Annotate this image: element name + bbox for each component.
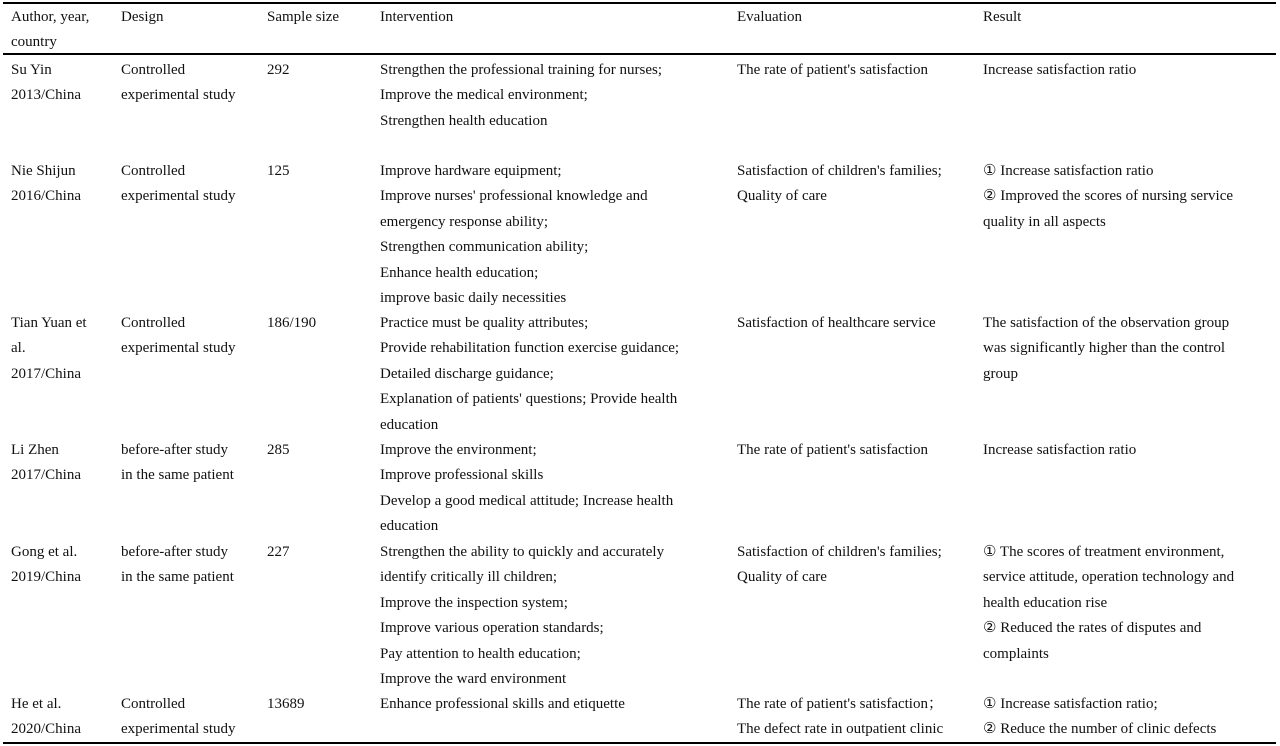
design-line: Controlled <box>121 315 186 331</box>
cell-result <box>983 159 1233 235</box>
cell-intervention <box>380 692 625 717</box>
result-line: Increase satisfaction ratio <box>983 62 1137 78</box>
author-line: Nie Shijun <box>11 163 76 179</box>
cell-author <box>11 58 81 109</box>
design-line: before-after study <box>121 442 229 458</box>
cell-intervention <box>380 159 648 311</box>
intervention-line: Improve various operation standards; <box>380 620 604 637</box>
result-line: The satisfaction of the observation group <box>983 315 1230 331</box>
header-evaluation: Evaluation <box>737 9 802 25</box>
header-intervention: Intervention <box>380 9 454 25</box>
author-line: 2020/China <box>11 721 81 738</box>
intervention-line: Pay attention to health education; <box>380 645 581 662</box>
cell-evaluation <box>737 58 928 83</box>
intervention-line: Improve the ward environment <box>380 671 567 688</box>
result-line: ① The scores of treatment environment, <box>983 544 1225 560</box>
intervention-line: identify critically ill children; <box>380 569 558 586</box>
cell-sample-size: 125 <box>267 163 290 179</box>
intervention-line: Improve nurses' professional knowledge and <box>380 188 648 205</box>
header-result: Result <box>983 9 1022 25</box>
author-line: 2013/China <box>11 87 81 104</box>
cell-evaluation <box>737 540 942 591</box>
design-line: in the same patient <box>121 569 234 586</box>
intervention-line: Strengthen health education <box>380 112 548 129</box>
cell-sample-size: 285 <box>267 442 290 458</box>
cell-result <box>983 311 1229 387</box>
intervention-line: Detailed discharge guidance; <box>380 365 554 382</box>
evaluation-line: The rate of patient's satisfaction <box>737 62 928 78</box>
intervention-line: Strengthen the ability to quickly and accurately <box>380 544 665 560</box>
intervention-line: Improve hardware equipment; <box>380 163 562 179</box>
author-line: 2019/China <box>11 569 81 586</box>
intervention-line: Improve professional skills <box>380 467 544 484</box>
cell-author <box>11 438 81 489</box>
cell-design <box>121 438 234 489</box>
cell-intervention <box>380 438 673 540</box>
author-line: al. <box>11 340 26 357</box>
header-author-line: country <box>11 34 57 51</box>
intervention-line: Strengthen communication ability; <box>380 239 589 256</box>
intervention-line: education <box>380 518 439 535</box>
result-line: Increase satisfaction ratio <box>983 442 1137 458</box>
author-line: Li Zhen <box>11 442 59 458</box>
cell-design <box>121 311 236 362</box>
intervention-line: Develop a good medical attitude; Increase health <box>380 492 674 509</box>
intervention-line: Explanation of patients' questions; Provide health <box>380 391 678 408</box>
cell-design <box>121 692 236 743</box>
result-line: group <box>983 365 1018 382</box>
evaluation-line: Satisfaction of healthcare service <box>737 315 936 331</box>
cell-evaluation <box>737 159 942 210</box>
evaluation-line: The rate of patient's satisfaction <box>737 442 928 458</box>
header-author <box>11 5 89 56</box>
intervention-line: Provide rehabilitation function exercise guidance; <box>380 340 680 357</box>
design-line: Controlled <box>121 696 186 712</box>
intervention-line: education <box>380 416 439 433</box>
evaluation-line: Satisfaction of children's families; <box>737 544 942 560</box>
evaluation-line: Quality of care <box>737 188 827 205</box>
cell-result <box>983 540 1234 667</box>
result-line: health education rise <box>983 594 1108 611</box>
result-line: ① Increase satisfaction ratio; <box>983 696 1158 712</box>
header-author-line: Author, year, <box>11 9 90 25</box>
result-line: was significantly higher than the control <box>983 340 1226 357</box>
evaluation-line: Quality of care <box>737 569 827 586</box>
intervention-line: emergency response ability; <box>380 213 549 230</box>
table-header-rule <box>3 53 1276 55</box>
result-line: ② Improved the scores of nursing service <box>983 188 1234 205</box>
result-line: quality in all aspects <box>983 213 1106 230</box>
intervention-line: Practice must be quality attributes; <box>380 315 589 331</box>
author-line: Su Yin <box>11 62 52 78</box>
cell-evaluation <box>737 311 936 336</box>
cell-result <box>983 438 1136 463</box>
evaluation-line: The rate of patient's satisfaction； <box>737 696 943 712</box>
evaluation-line: Satisfaction of children's families; <box>737 163 942 179</box>
result-line: ② Reduced the rates of disputes and <box>983 620 1202 637</box>
result-line: complaints <box>983 645 1049 662</box>
design-line: experimental study <box>121 340 236 357</box>
design-line: before-after study <box>121 544 229 560</box>
intervention-line: Improve the inspection system; <box>380 594 568 611</box>
cell-intervention <box>380 540 664 692</box>
author-line: He et al. <box>11 696 62 712</box>
author-line: 2016/China <box>11 188 81 205</box>
result-line: ② Reduce the number of clinic defects <box>983 721 1217 738</box>
cell-result <box>983 58 1136 83</box>
design-line: experimental study <box>121 87 236 104</box>
author-line: Tian Yuan et <box>11 315 87 331</box>
cell-evaluation <box>737 438 928 463</box>
cell-design <box>121 58 236 109</box>
cell-result <box>983 692 1216 743</box>
cell-sample-size: 186/190 <box>267 315 317 331</box>
design-line: Controlled <box>121 62 186 78</box>
cell-author <box>11 311 87 387</box>
design-line: experimental study <box>121 188 236 205</box>
intervention-line: Strengthen the professional training for nurses; <box>380 62 663 78</box>
intervention-line: Improve the environment; <box>380 442 537 458</box>
author-line: 2017/China <box>11 467 81 484</box>
intervention-line: Improve the medical environment; <box>380 87 588 104</box>
design-line: in the same patient <box>121 467 234 484</box>
cell-evaluation <box>737 692 943 743</box>
table-top-rule <box>3 2 1276 4</box>
cell-author <box>11 692 81 743</box>
design-line: Controlled <box>121 163 186 179</box>
intervention-line: Enhance professional skills and etiquette <box>380 696 625 712</box>
author-line: Gong et al. <box>11 544 78 560</box>
cell-design <box>121 159 236 210</box>
cell-intervention <box>380 58 662 134</box>
cell-author <box>11 540 81 591</box>
evaluation-line: The defect rate in outpatient clinic <box>737 721 944 738</box>
header-sample-size: Sample size <box>267 9 340 25</box>
author-line: 2017/China <box>11 365 81 382</box>
cell-sample-size: 292 <box>267 62 290 78</box>
cell-intervention <box>380 311 679 438</box>
cell-author <box>11 159 81 210</box>
cell-sample-size: 13689 <box>267 696 305 712</box>
intervention-line: improve basic daily necessities <box>380 290 567 307</box>
design-line: experimental study <box>121 721 236 738</box>
result-line: service attitude, operation technology and <box>983 569 1235 586</box>
intervention-line: Enhance health education; <box>380 264 539 281</box>
header-design: Design <box>121 9 164 25</box>
result-line: ① Increase satisfaction ratio <box>983 163 1154 179</box>
cell-design <box>121 540 234 591</box>
cell-sample-size: 227 <box>267 544 290 560</box>
